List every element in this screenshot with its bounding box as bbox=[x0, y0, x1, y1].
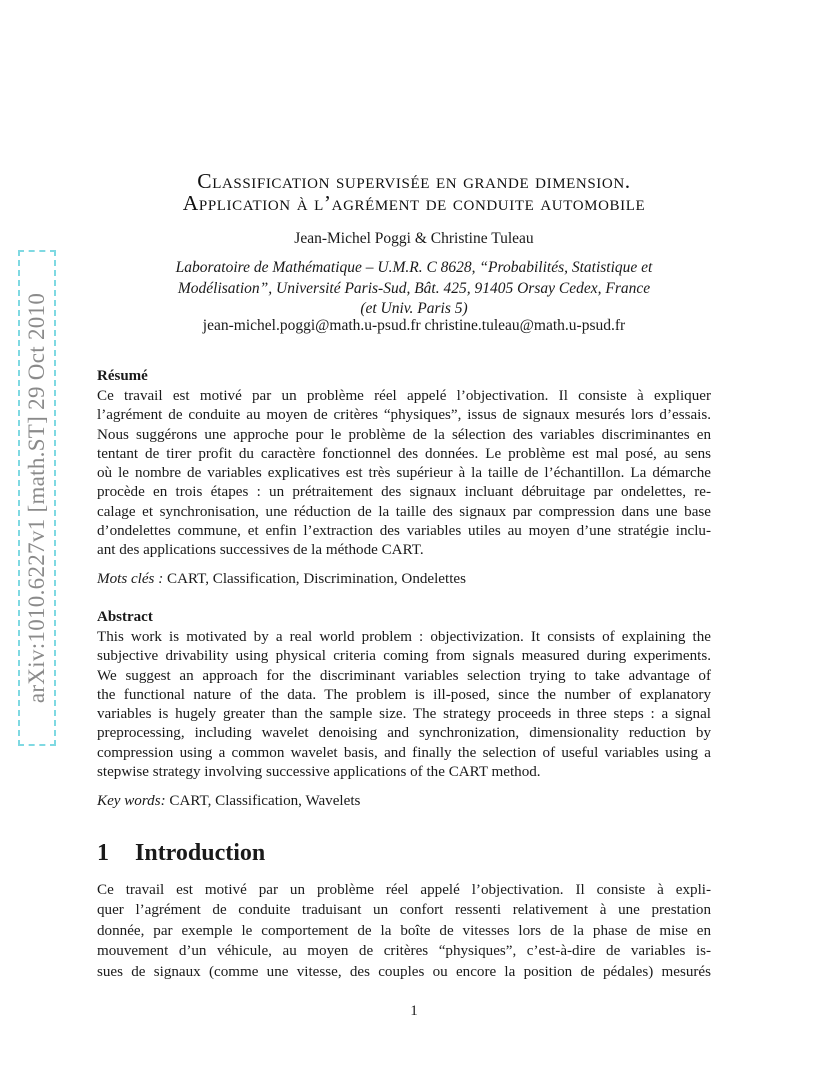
mots-cles bbox=[97, 571, 711, 588]
abstract-line: stepwise strategy involving successive applications of the CART method. bbox=[97, 764, 541, 781]
intro-line: mouvement d’un véhicule, au moyen de critères “physiques”, c’est-à-dire de variables is- bbox=[97, 943, 711, 960]
mots-cles-label: Mots clés : bbox=[97, 571, 164, 587]
arxiv-identifier[interactable]: arXiv:1010.6227v1 [math.ST] 29 Oct 2010 bbox=[24, 292, 50, 704]
resume-line: ant des applications successives de la méthode CART. bbox=[97, 542, 424, 559]
intro-line: quer l’agrément de conduite traduisant un confort ressenti relativement à une prestation bbox=[97, 902, 711, 919]
key-words bbox=[97, 793, 711, 810]
abstract-text bbox=[97, 628, 711, 782]
authors: Jean-Michel Poggi & Christine Tuleau bbox=[294, 230, 534, 247]
resume-line: d’ondelettes commune, et enfin l’extraction des variables utiles au moyen d’une stratégie inclu- bbox=[97, 523, 711, 540]
section-title: Introduction bbox=[135, 840, 266, 866]
key-words-values: CART, Classification, Wavelets bbox=[165, 793, 361, 809]
mots-cles-values: CART, Classification, Discrimination, Ondelettes bbox=[163, 571, 466, 587]
resume-line: où le nombre de variables explicatives est très supérieur à la taille de l’échantillon. La démarche bbox=[97, 465, 711, 482]
intro-line: donnée, par exemple le comportement de la boîte de vitesses lors de la phase de mise en bbox=[97, 922, 711, 939]
key-words-label: Key words: bbox=[97, 793, 166, 809]
abstract-line: This work is motivated by a real world problem : objectivization. It consists of explaining the bbox=[97, 629, 711, 645]
abstract-heading: Abstract bbox=[97, 609, 153, 625]
abstract-line: We suggest an approach for the discriminant variables selection trying to take advantage of bbox=[97, 667, 711, 684]
abstract-line: subjective drivability using physical criteria coming from signals measured during experiments. bbox=[97, 648, 711, 665]
page-number: 1 bbox=[410, 1003, 418, 1019]
abstract-line: compression using a common wavelet basis, and finally the selection of useful variables using a bbox=[97, 744, 711, 761]
abstract-line: the functional nature of the data. The problem is ill-posed, since the number of explanatory bbox=[97, 686, 711, 703]
abstract-line: preprocessing, including wavelet denoising and synchronization, dimensionality reduction by bbox=[97, 725, 711, 742]
paper-title-line-1: Classification supervisée en grande dimension. bbox=[197, 169, 631, 193]
intro-line: Ce travail est motivé par un problème réel appelé l’objectivation. Il consiste à expli- bbox=[97, 882, 711, 898]
affiliation-line-3: (et Univ. Paris 5) bbox=[360, 300, 468, 317]
resume-line: Ce travail est motivé par un problème réel appelé l’objectivation. Il consiste à expliquer bbox=[97, 388, 711, 404]
resume-text bbox=[97, 387, 711, 561]
resume-line: l’agrément de conduite au moyen de critères “physiques”, issus de signaux mesurés lors d’essais. bbox=[97, 407, 711, 424]
paper-title-line-2: Application à l’agrément de conduite automobile bbox=[182, 191, 646, 215]
introduction-text bbox=[97, 881, 711, 983]
resume-section bbox=[97, 368, 711, 561]
resume-heading: Résumé bbox=[97, 368, 148, 384]
resume-line: Nous suggérons une approche pour le problème de la sélection des variables discriminantes en bbox=[97, 426, 711, 443]
section-heading bbox=[97, 840, 265, 867]
resume-line: tentant de tirer profit du caractère fonctionnel des données. Le problème est mal posé, au sens bbox=[97, 445, 711, 462]
affiliation-line-1: Laboratoire de Mathématique – U.M.R. C 8628, “Probabilités, Statistique et bbox=[175, 259, 653, 276]
abstract-section bbox=[97, 609, 711, 782]
section-number: 1 bbox=[97, 840, 109, 866]
intro-line: sues de signaux (comme une vitesse, des couples ou encore la position de pédales) mesurés bbox=[97, 963, 711, 980]
resume-line: procède en trois étapes : un prétraitement des signaux incluant débruitage par ondelettes, re- bbox=[97, 484, 711, 501]
author-emails: jean-michel.poggi@math.u-psud.fr christine.tuleau@math.u-psud.fr bbox=[202, 317, 626, 334]
affiliation-line-2: Modélisation”, Université Paris-Sud, Bât. 425, 91405 Orsay Cedex, France bbox=[177, 280, 651, 297]
resume-line: calage et synchronisation, une réduction de la taille des signaux par compression dans une base bbox=[97, 503, 711, 520]
abstract-line: variables is hugely greater than the sample size. The strategy proceeds in three steps : a signal bbox=[97, 706, 711, 723]
